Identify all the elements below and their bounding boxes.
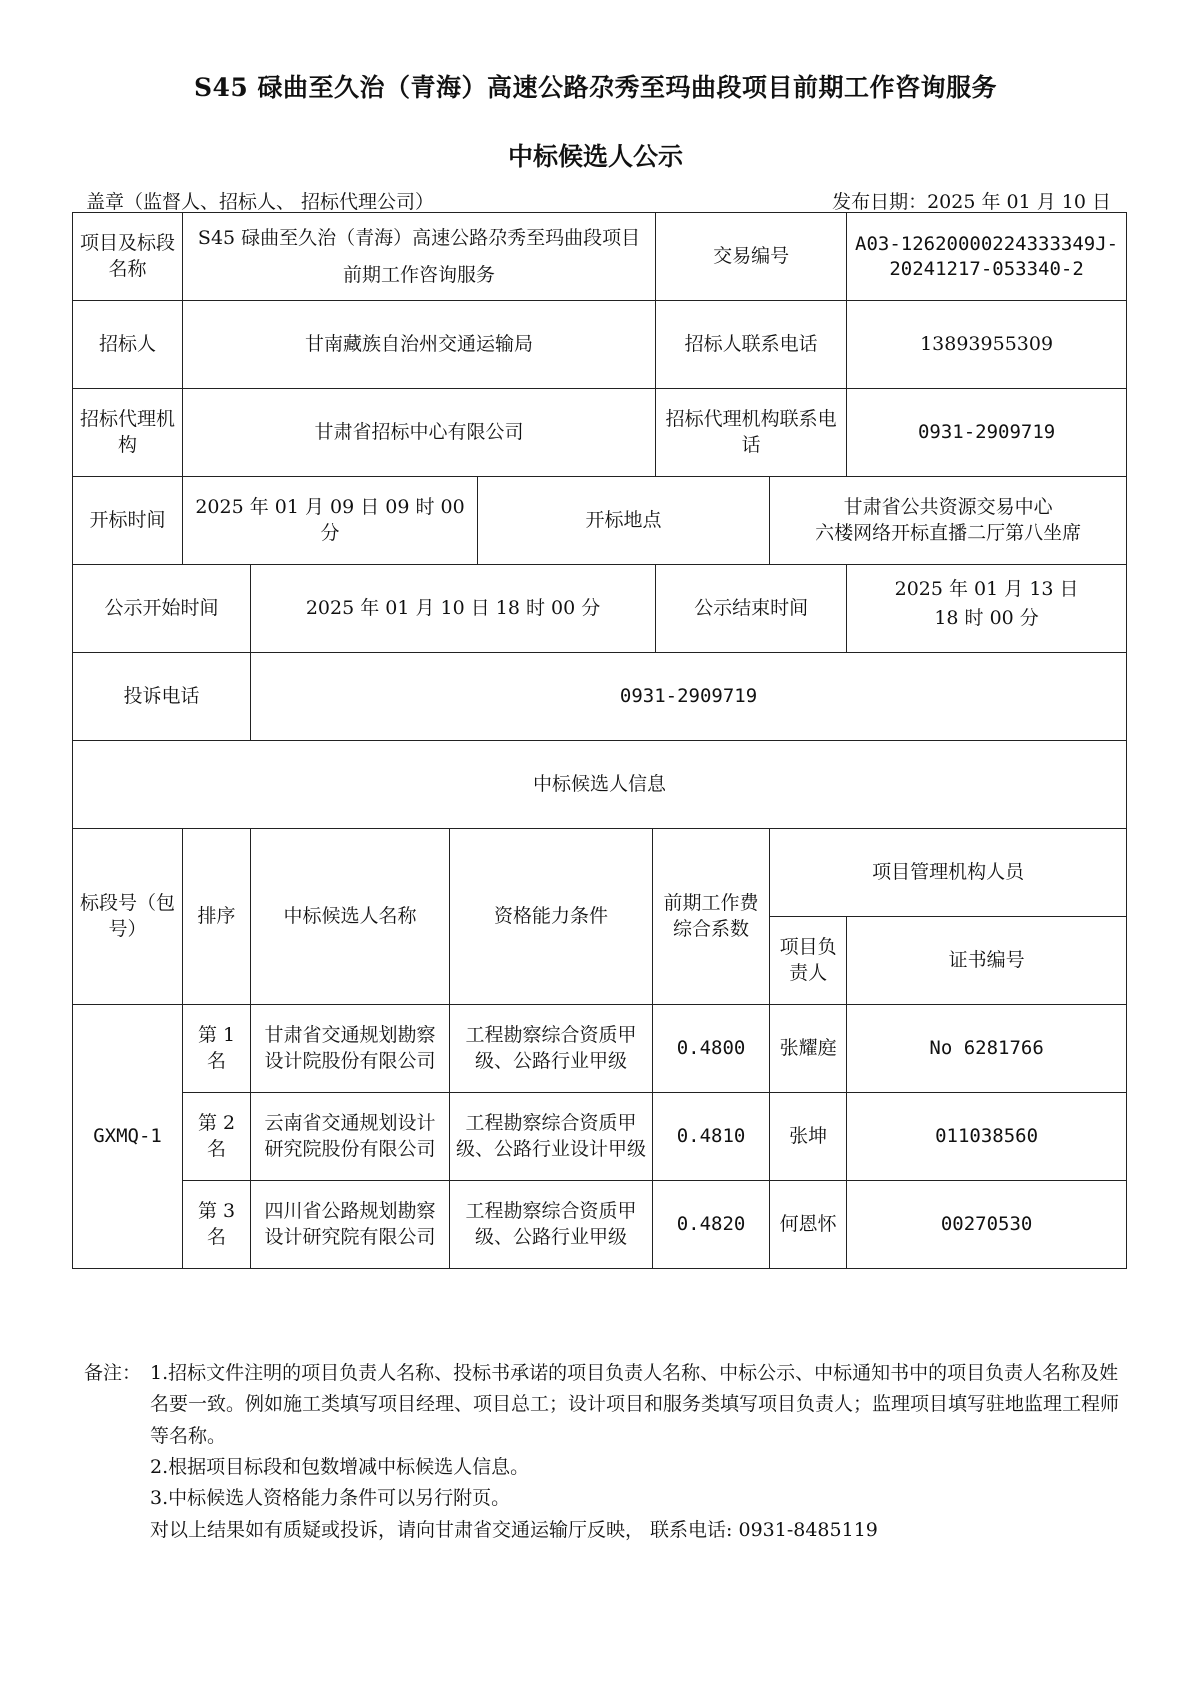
section-id: GXMQ-1 xyxy=(73,1005,183,1269)
project-name: S45 碌曲至久治（青海）高速公路尕秀至玛曲段项目前期工作咨询服务 xyxy=(183,213,656,301)
pub-end-line2: 18 时 00 分 xyxy=(934,607,1039,630)
open-place-label: 开标地点 xyxy=(478,477,770,565)
col-rank-header: 排序 xyxy=(183,829,251,1005)
candidate-qualification: 工程勘察综合资质甲级、公路行业甲级 xyxy=(450,1181,653,1269)
note-item xyxy=(84,1358,1124,1452)
note-item: 2.根据项目标段和包数增减中标候选人信息。 xyxy=(150,1456,530,1479)
trade-no: A03-12620000224333349J-20241217-053340-2 xyxy=(847,213,1127,301)
candidate-coefficient: 0.4820 xyxy=(653,1181,770,1269)
candidate-cert: 00270530 xyxy=(847,1181,1127,1269)
project-name-label: 项目及标段名称 xyxy=(73,213,183,301)
candidate-rank: 第 3 名 xyxy=(183,1181,251,1269)
candidate-rank: 第 1 名 xyxy=(183,1005,251,1093)
candidate-rank: 第 2 名 xyxy=(183,1093,251,1181)
pub-start-label: 公示开始时间 xyxy=(73,565,251,653)
agency-phone-label: 招标代理机构联系电话 xyxy=(656,389,847,477)
complaint-phone: 0931-2909719 xyxy=(251,653,1127,741)
col-staff-header: 项目管理机构人员 xyxy=(770,829,1127,917)
candidate-leader: 何恩怀 xyxy=(770,1181,847,1269)
tenderer-phone-label: 招标人联系电话 xyxy=(656,301,847,389)
open-time-label: 开标时间 xyxy=(73,477,183,565)
candidate-leader: 张耀庭 xyxy=(770,1005,847,1093)
col-section-header: 标段号（包号） xyxy=(73,829,183,1005)
tenderer: 甘南藏族自治州交通运输局 xyxy=(183,301,656,389)
trade-no-label: 交易编号 xyxy=(656,213,847,301)
tenderer-label: 招标人 xyxy=(73,301,183,389)
candidate-qualification: 工程勘察综合资质甲级、公路行业设计甲级 xyxy=(450,1093,653,1181)
announcement-table xyxy=(72,212,1127,1269)
col-cert-header: 证书编号 xyxy=(847,917,1127,1005)
candidate-name: 甘肃省交通规划勘察设计院股份有限公司 xyxy=(251,1005,450,1093)
pub-start: 2025 年 01 月 10 日 18 时 00 分 xyxy=(251,565,656,653)
complaint-label: 投诉电话 xyxy=(73,653,251,741)
candidate-name: 四川省公路规划勘察设计研究院有限公司 xyxy=(251,1181,450,1269)
candidate-cert: 011038560 xyxy=(847,1093,1127,1181)
notes xyxy=(84,1358,1124,1546)
open-place-line1: 甘肃省公共资源交易中心 xyxy=(843,495,1053,518)
agency-phone: 0931-2909719 xyxy=(847,389,1127,477)
col-qual-header: 资格能力条件 xyxy=(450,829,653,1005)
open-place xyxy=(770,477,1127,565)
candidate-coefficient: 0.4810 xyxy=(653,1093,770,1181)
pub-end-label: 公示结束时间 xyxy=(656,565,847,653)
note-text: 1.招标文件注明的项目负责人名称、投标书承诺的项目负责人名称、中标公示、中标通知书中的项目负责人名称及姓名要一致。例如施工类填写项目经理、项目总工；设计项目和服务类填写项目负责人；监理项目填写驻地监理工程师等名称。 xyxy=(150,1362,1120,1447)
open-place-line2: 六楼网络开标直播二厅第八坐席 xyxy=(815,521,1082,544)
tenderer-phone: 13893955309 xyxy=(847,301,1127,389)
candidate-leader: 张坤 xyxy=(770,1093,847,1181)
publish-date: 发布日期：2025 年 01 月 10 日 xyxy=(832,191,1111,213)
pub-end xyxy=(847,565,1127,653)
stamp-label: 盖章（监督人、招标人、 招标代理公司） xyxy=(86,191,435,213)
agency-label: 招标代理机构 xyxy=(73,389,183,477)
candidate-cert: No 6281766 xyxy=(847,1005,1127,1093)
note-item: 3.中标候选人资格能力条件可以另行附页。 xyxy=(150,1487,511,1510)
candidate-qualification: 工程勘察综合资质甲级、公路行业甲级 xyxy=(450,1005,653,1093)
pub-end-line1: 2025 年 01 月 13 日 xyxy=(894,578,1079,600)
col-leader-header: 项目负责人 xyxy=(770,917,847,1005)
open-time: 2025 年 01 月 09 日 09 时 00 分 xyxy=(183,477,478,565)
col-coef-header: 前期工作费综合系数 xyxy=(653,829,770,1005)
candidate-name: 云南省交通规划设计研究院股份有限公司 xyxy=(251,1093,450,1181)
notes-label: 备注： xyxy=(84,1362,142,1384)
candidate-coefficient: 0.4800 xyxy=(653,1005,770,1093)
col-name-header: 中标候选人名称 xyxy=(251,829,450,1005)
document-title: S45 碌曲至久治（青海）高速公路尕秀至玛曲段项目前期工作咨询服务 xyxy=(193,73,998,102)
candidates-section-title: 中标候选人信息 xyxy=(73,741,1127,829)
document-subtitle: 中标候选人公示 xyxy=(507,142,683,171)
contact-note: 对以上结果如有质疑或投诉，请向甘肃省交通运输厅反映， 联系电话: 0931-8485119 xyxy=(150,1518,878,1541)
agency: 甘肃省招标中心有限公司 xyxy=(183,389,656,477)
